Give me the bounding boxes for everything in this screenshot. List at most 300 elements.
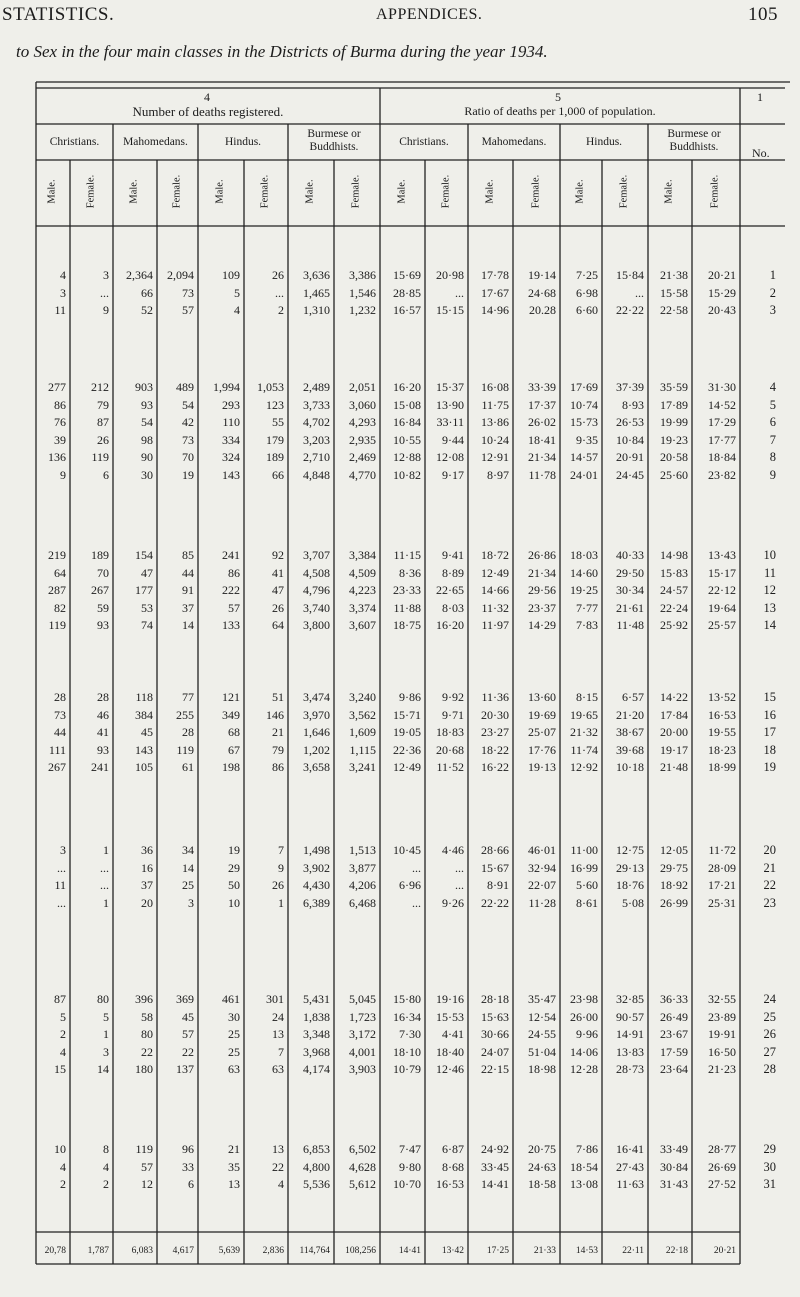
table-cell: 25·60: [660, 468, 688, 482]
table-cell: 11: [54, 303, 66, 318]
table-cell: 369: [176, 992, 194, 1006]
table-cell: 22·22: [616, 303, 644, 318]
table-cell: 11·52: [436, 760, 464, 775]
table-cell: 18·22: [481, 742, 509, 757]
table-cell: 1: [103, 1027, 109, 1042]
table-cell: 5,045: [349, 992, 376, 1006]
table-cell: 119: [176, 742, 194, 757]
table-cell: 79: [97, 397, 109, 412]
table-cell: 93: [97, 742, 109, 757]
table-cell: 14: [97, 1062, 109, 1077]
col-number-no: 1: [757, 90, 763, 104]
class-header: Christians.: [399, 136, 449, 148]
table-cell: 63: [228, 1062, 240, 1077]
table-cell: 21·20: [616, 707, 644, 722]
table-cell: 1,202: [303, 742, 330, 757]
table-cell: 23·82: [708, 468, 736, 482]
table-cell: 66: [141, 285, 153, 300]
row-number: 9: [769, 468, 776, 482]
table-cell: 32·85: [616, 992, 644, 1006]
table-cell: 6,389: [303, 895, 330, 910]
table-cell: 3,060: [349, 397, 376, 412]
table-cell: 3,740: [303, 600, 330, 615]
table-cell: 14·98: [660, 548, 688, 562]
table-cell: 19·55: [708, 725, 736, 740]
table-cell: 2,094: [167, 268, 194, 282]
table-cell: 85: [182, 548, 194, 562]
table-cell: 17·59: [660, 1044, 688, 1059]
table-cell: 15·15: [436, 303, 464, 318]
table-cell: 46·01: [528, 843, 556, 857]
table-cell: 37: [182, 600, 194, 615]
table-cell: 12·49: [481, 565, 509, 580]
table-cell: 12·49: [393, 760, 421, 775]
class-header: Hindus.: [224, 136, 262, 148]
table-cell: 12·28: [570, 1062, 598, 1077]
sex-header: Female.: [530, 174, 541, 209]
sex-header: Male.: [396, 179, 407, 204]
table-cell: 5: [103, 1009, 109, 1024]
table-cell: 57: [182, 1027, 194, 1042]
table-cell: 13: [272, 1142, 284, 1156]
table-cell: 4,509: [349, 565, 376, 580]
table-cell: 3,172: [349, 1027, 376, 1042]
table-cell: 29·56: [528, 583, 556, 598]
table-cell: 30·84: [660, 1159, 688, 1174]
table-cell: 4,770: [349, 468, 376, 482]
table-cell: 1,546: [349, 285, 376, 300]
table-cell: 334: [222, 432, 240, 447]
table-cell: 384: [135, 707, 153, 722]
table-cell: 6·60: [576, 303, 598, 318]
table-cell: 6·57: [622, 690, 644, 704]
table-cell: 14·60: [570, 565, 598, 580]
row-number: 25: [763, 1009, 776, 1024]
table-cell: 3,348: [303, 1027, 330, 1042]
table-cell: 2,489: [303, 380, 330, 394]
total-cell: 17·25: [486, 1246, 509, 1256]
table-cell: 21: [228, 1142, 240, 1156]
table-cell: 7: [278, 1044, 284, 1059]
table-cell: 19·99: [660, 415, 688, 430]
table-cell: 20·58: [660, 450, 688, 465]
table-cell: 22·12: [708, 583, 736, 598]
table-cell: 1,053: [257, 380, 284, 394]
table-cell: 18·99: [708, 760, 736, 775]
table-cell: 177: [135, 583, 153, 598]
table-cell: 9·71: [442, 707, 464, 722]
table-cell: 24·55: [528, 1027, 556, 1042]
total-cell: 20,78: [44, 1246, 66, 1256]
table-cell: 4,848: [303, 468, 330, 482]
row-number: 12: [763, 583, 776, 598]
table-cell: 29·13: [616, 860, 644, 875]
table-cell: 17·76: [528, 742, 556, 757]
table-cell: 10: [54, 1142, 66, 1156]
total-cell: 14·53: [575, 1246, 598, 1256]
table-cell: 2,364: [126, 268, 153, 282]
table-cell: 42: [182, 415, 194, 430]
table-cell: 3,203: [303, 432, 330, 447]
row-number: 28: [763, 1062, 776, 1077]
total-cell: 20·21: [713, 1246, 736, 1256]
table-cell: 109: [222, 268, 240, 282]
table-cell: 1,994: [213, 380, 240, 394]
sex-header: Male.: [304, 179, 316, 204]
table-cell: 287: [48, 583, 66, 598]
table-cell: 25·92: [660, 618, 688, 633]
table-cell: 5·60: [576, 878, 598, 893]
table-cell: ...: [635, 285, 644, 300]
row-number: 27: [763, 1044, 776, 1059]
table-cell: 22·36: [393, 742, 421, 757]
total-cell: 22·18: [665, 1246, 688, 1256]
table-cell: 19·13: [528, 760, 556, 775]
row-number: 30: [763, 1159, 776, 1174]
table-cell: 39: [54, 432, 66, 447]
table-cell: 4: [234, 303, 240, 318]
table-cell: 12·46: [436, 1062, 464, 1077]
table-cell: 17·29: [708, 415, 736, 430]
table-cell: 10·74: [570, 397, 598, 412]
table-cell: 90·57: [616, 1009, 644, 1024]
table-cell: 15·08: [393, 397, 421, 412]
table-cell: 5: [234, 285, 240, 300]
table-cell: 47: [272, 583, 284, 598]
table-cell: 74: [141, 618, 153, 633]
table-cell: 41: [97, 725, 109, 740]
table-cell: 22: [272, 1159, 284, 1174]
row-number: 11: [763, 565, 776, 580]
table-cell: 15·73: [570, 415, 598, 430]
table-cell: 3,800: [303, 618, 330, 633]
table-cell: 92: [272, 548, 284, 562]
table-cell: 7: [278, 843, 284, 857]
table-cell: 29·75: [660, 860, 688, 875]
table-cell: 4,223: [349, 583, 376, 598]
table-cell: 25: [228, 1044, 240, 1059]
table-cell: 4·46: [442, 843, 464, 857]
table-cell: 57: [182, 303, 194, 318]
table-cell: 12·91: [481, 450, 509, 465]
table-cell: 3,733: [303, 397, 330, 412]
table-cell: 105: [135, 760, 153, 775]
table-cell: 61: [182, 760, 194, 775]
table-cell: 198: [222, 760, 240, 775]
table-cell: 241: [91, 760, 109, 775]
sex-header: Female.: [85, 174, 96, 209]
total-cell: 14·41: [398, 1246, 421, 1256]
table-cell: 13·08: [570, 1177, 598, 1192]
table-cell: 41: [272, 565, 284, 580]
group-ratio: Ratio of deaths per 1,000 of population.: [464, 104, 656, 118]
group-deaths: Number of deaths registered.: [132, 104, 284, 119]
table-cell: 14·66: [481, 583, 509, 598]
table-cell: 15·63: [481, 1009, 509, 1024]
row-number: 14: [763, 618, 776, 633]
class-header: Mahomedans.: [481, 136, 547, 148]
table-cell: 15·80: [393, 992, 421, 1006]
table-cell: 12·75: [616, 843, 644, 857]
table-cell: 1,723: [349, 1009, 376, 1024]
table-cell: 19·64: [708, 600, 736, 615]
table-cell: 19·69: [528, 707, 556, 722]
table-cell: 26: [97, 432, 109, 447]
table-cell: 15·67: [481, 860, 509, 875]
table-cell: 20: [141, 895, 153, 910]
table-cell: 9·92: [442, 690, 464, 704]
table-cell: 23·37: [528, 600, 556, 615]
table-cell: 25·57: [708, 618, 736, 633]
row-number: 21: [763, 860, 776, 875]
table-cell: 28: [97, 690, 109, 704]
table-cell: 16·20: [436, 618, 464, 633]
table-cell: 19·25: [570, 583, 598, 598]
table-cell: 26: [272, 268, 284, 282]
table-cell: 51·04: [528, 1044, 556, 1059]
table-cell: 18·40: [436, 1044, 464, 1059]
table-cell: 21·32: [570, 725, 598, 740]
header-center: APPENDICES.: [376, 6, 483, 23]
table-cell: 8·89: [442, 565, 464, 580]
total-cell: 2,836: [262, 1246, 284, 1256]
table-cell: 18·03: [570, 548, 598, 562]
table-cell: 461: [222, 992, 240, 1006]
table-cell: 1,838: [303, 1009, 330, 1024]
table-cell: 33·39: [528, 380, 556, 394]
table-cell: 3,877: [349, 860, 376, 875]
table-cell: 23·67: [660, 1027, 688, 1042]
table-cell: 11·88: [393, 600, 421, 615]
table-cell: 36·33: [660, 992, 688, 1006]
table-cell: 13: [228, 1177, 240, 1192]
table-cell: 24·07: [481, 1044, 509, 1059]
row-number: 2: [769, 285, 776, 300]
table-cell: 1: [103, 895, 109, 910]
table-cell: 57: [228, 600, 240, 615]
table-cell: 2,469: [349, 450, 376, 465]
table-cell: 8·93: [622, 397, 644, 412]
table-cell: 33: [182, 1159, 194, 1174]
table-cell: 110: [222, 415, 240, 430]
class-header: Hindus.: [585, 136, 623, 148]
table-cell: 2,710: [303, 450, 330, 465]
table-cell: 25: [228, 1027, 240, 1042]
table-cell: 3,374: [349, 600, 376, 615]
table-cell: 5·08: [622, 895, 644, 910]
table-cell: 136: [48, 450, 66, 465]
table-cell: 8·03: [442, 600, 464, 615]
row-number: 10: [763, 548, 776, 562]
table-cell: 28: [54, 690, 66, 704]
col-number-deaths: 4: [204, 90, 210, 104]
table-cell: 4: [60, 1044, 66, 1059]
table-cell: 1,115: [349, 742, 376, 757]
table-cell: 4: [60, 268, 66, 282]
table-cell: 40·33: [616, 548, 644, 562]
table-cell: 11·32: [481, 600, 509, 615]
table-cell: 7·83: [576, 618, 598, 633]
table-cell: 86: [228, 565, 240, 580]
table-cell: 47: [141, 565, 153, 580]
table-cell: 6·87: [442, 1142, 464, 1156]
table-cell: 3,902: [303, 860, 330, 875]
table-cell: 14·22: [660, 690, 688, 704]
table-cell: 96: [182, 1142, 194, 1156]
table-cell: 30: [228, 1009, 240, 1024]
table-cell: 87: [54, 992, 66, 1006]
table-cell: 154: [135, 548, 153, 562]
table-cell: 64: [272, 618, 284, 633]
table-cell: 77: [182, 690, 194, 704]
table-cell: 45: [182, 1009, 194, 1024]
table-cell: 53: [141, 600, 153, 615]
table-cell: 22·58: [660, 303, 688, 318]
table-cell: 23·98: [570, 992, 598, 1006]
table-cell: 5,612: [349, 1177, 376, 1192]
table-cell: 6·96: [399, 878, 421, 893]
table-cell: 5,536: [303, 1177, 330, 1192]
row-number: 8: [769, 450, 776, 465]
table-cell: 903: [135, 380, 153, 394]
table-cell: 17·67: [481, 285, 509, 300]
table-cell: 26·86: [528, 548, 556, 562]
table-cell: 20·98: [436, 268, 464, 282]
table-cell: 14·41: [481, 1177, 509, 1192]
table-cell: 68: [228, 725, 240, 740]
table-cell: 30·66: [481, 1027, 509, 1042]
table-cell: 33·49: [660, 1142, 688, 1156]
class-header: Mahomedans.: [123, 136, 188, 148]
row-number: 24: [763, 992, 776, 1006]
table-cell: 22·07: [528, 878, 556, 893]
row-number: 7: [769, 432, 776, 447]
table-cell: 21·61: [616, 600, 644, 615]
table-cell: 10·24: [481, 432, 509, 447]
table-cell: 15·53: [436, 1009, 464, 1024]
table-cell: 4,628: [349, 1159, 376, 1174]
table-cell: 9·44: [442, 432, 464, 447]
table-cell: 14·57: [570, 450, 598, 465]
table-cell: 7·25: [576, 268, 598, 282]
table-cell: 9·80: [399, 1159, 421, 1174]
table-cell: 3: [188, 895, 194, 910]
table-cell: 3: [103, 268, 109, 282]
table-cell: 324: [222, 450, 240, 465]
table-cell: 4,702: [303, 415, 330, 430]
table-cell: 25: [182, 878, 194, 893]
table-cell: ...: [100, 285, 109, 300]
table-cell: 19: [228, 843, 240, 857]
table-cell: 34: [182, 843, 194, 857]
table-cell: 86: [272, 760, 284, 775]
table-cell: 2,051: [349, 380, 376, 394]
table-cell: 13: [272, 1027, 284, 1042]
table-cell: 3: [103, 1044, 109, 1059]
table-cell: 33·11: [436, 415, 464, 430]
table-cell: 91: [182, 583, 194, 598]
table-cell: 11·15: [393, 548, 421, 562]
table-cell: 32·55: [708, 992, 736, 1006]
table-cell: 18·84: [708, 450, 736, 465]
table-cell: 10·84: [616, 432, 644, 447]
table-cell: 7·47: [399, 1142, 421, 1156]
table-cell: 1,465: [303, 285, 330, 300]
table-cell: 27·43: [616, 1159, 644, 1174]
table-cell: 16·50: [708, 1044, 736, 1059]
row-number: 23: [763, 895, 776, 910]
table-cell: 1,513: [349, 843, 376, 857]
table-cell: 26·49: [660, 1009, 688, 1024]
table-cell: 6·98: [576, 285, 598, 300]
row-number: 19: [763, 760, 776, 775]
sex-header: Male.: [574, 179, 586, 204]
table-cell: 18·23: [708, 742, 736, 757]
table-cell: 58: [141, 1009, 153, 1024]
table-cell: 15·84: [616, 268, 644, 282]
table-cell: 11·48: [616, 618, 644, 633]
table-cell: 16·08: [481, 380, 509, 394]
row-number: 5: [769, 397, 776, 412]
table-cell: 8·91: [487, 878, 509, 893]
table-cell: 6: [188, 1177, 194, 1192]
table-cell: 11·74: [570, 742, 598, 757]
table-cell: 18·83: [436, 725, 464, 740]
total-cell: 5,639: [218, 1246, 240, 1256]
table-cell: 28: [182, 725, 194, 740]
table-cell: 23·64: [660, 1062, 688, 1077]
table-cell: 14·29: [528, 618, 556, 633]
table-cell: 7·77: [576, 600, 598, 615]
table-cell: 11·36: [481, 690, 509, 704]
table-cell: 14·06: [570, 1044, 598, 1059]
table-cell: 11·63: [616, 1177, 644, 1192]
table-cell: 26·02: [528, 415, 556, 430]
table-cell: 8·15: [576, 690, 598, 704]
table-cell: 2: [278, 303, 284, 318]
table-cell: 10·79: [393, 1062, 421, 1077]
table-cell: 22·24: [660, 600, 688, 615]
table-cell: 9: [60, 468, 66, 482]
table-cell: 20·00: [660, 725, 688, 740]
table-cell: ...: [57, 895, 66, 910]
row-number: 29: [763, 1142, 776, 1156]
table-cell: 80: [97, 992, 109, 1006]
table-cell: 46: [97, 707, 109, 722]
row-number: 16: [763, 707, 776, 722]
table-cell: 10·45: [393, 843, 421, 857]
table-cell: 20·21: [708, 268, 736, 282]
table-cell: 396: [135, 992, 153, 1006]
table-cell: 119: [135, 1142, 153, 1156]
table-cell: ...: [455, 860, 464, 875]
table-cell: 15·69: [393, 268, 421, 282]
table-cell: 93: [97, 618, 109, 633]
table-cell: 16·22: [481, 760, 509, 775]
table-cell: 28·66: [481, 843, 509, 857]
table-cell: 70: [97, 565, 109, 580]
table-cell: 18·72: [481, 548, 509, 562]
table-cell: 15·71: [393, 707, 421, 722]
table-cell: 1: [278, 895, 284, 910]
table-cell: 17·21: [708, 878, 736, 893]
table-cell: 1,232: [349, 303, 376, 318]
table-cell: 293: [222, 397, 240, 412]
table-cell: 16·34: [393, 1009, 421, 1024]
table-cell: 22·15: [481, 1062, 509, 1077]
row-number: 15: [763, 690, 776, 704]
table-cell: 35·47: [528, 992, 556, 1006]
